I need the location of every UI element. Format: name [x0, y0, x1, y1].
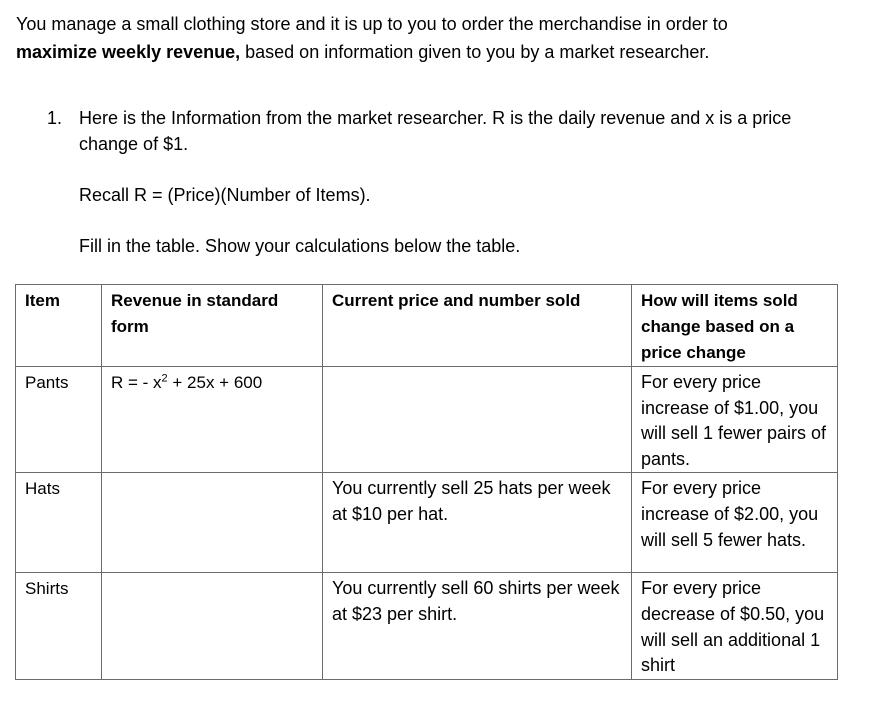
header-revenue: Revenue in standard form [102, 285, 323, 367]
revenue-formula-b: + 25x + 600 [167, 373, 263, 392]
table-row [16, 367, 838, 473]
question-number: 1. [47, 108, 63, 128]
question-text: Here is the Information from the market researcher. R is the daily revenue and x is a price change of $1. [79, 108, 792, 154]
recall-formula: Recall R = (Price)(Number of Items). [79, 185, 371, 205]
header-item: Item [16, 285, 102, 367]
table-row [16, 473, 838, 573]
revenue-formula-a: R = - x [111, 373, 162, 392]
cell-change: For every price increase of $1.00, you will sell 1 fewer pairs of pants. [632, 367, 838, 473]
cell-revenue[interactable] [102, 367, 323, 473]
intro-line-1: You manage a small clothing store and it is up to you to order the merchandise in order to [16, 14, 728, 34]
question-1 [47, 105, 847, 157]
cell-current[interactable] [323, 367, 632, 473]
cell-item: Hats [16, 473, 102, 573]
cell-change: For every price increase of $2.00, you will sell 5 fewer hats. [632, 473, 838, 573]
revenue-exponent: 2 [161, 372, 168, 385]
cell-current: You currently sell 25 hats per week at $10 per hat. [323, 473, 632, 573]
header-current: Current price and number sold [323, 285, 632, 367]
intro-bold-phrase: maximize weekly revenue, [16, 42, 241, 62]
table-header-row [16, 285, 838, 367]
header-change: How will items sold change based on a price change [632, 285, 838, 367]
intro-rest: based on information given to you by a market researcher. [240, 42, 710, 62]
fill-instruction: Fill in the table. Show your calculations below the table. [79, 236, 521, 256]
table-row [16, 573, 838, 679]
cell-item: Shirts [16, 573, 102, 679]
cell-change: For every price decrease of $0.50, you will sell an additional 1 shirt [632, 573, 838, 679]
cell-item: Pants [16, 367, 102, 473]
cell-revenue[interactable] [102, 573, 323, 679]
cell-revenue[interactable] [102, 473, 323, 573]
cell-current: You currently sell 60 shirts per week at $23 per shirt. [323, 573, 632, 679]
intro-paragraph [16, 10, 866, 66]
revenue-table [15, 284, 838, 680]
